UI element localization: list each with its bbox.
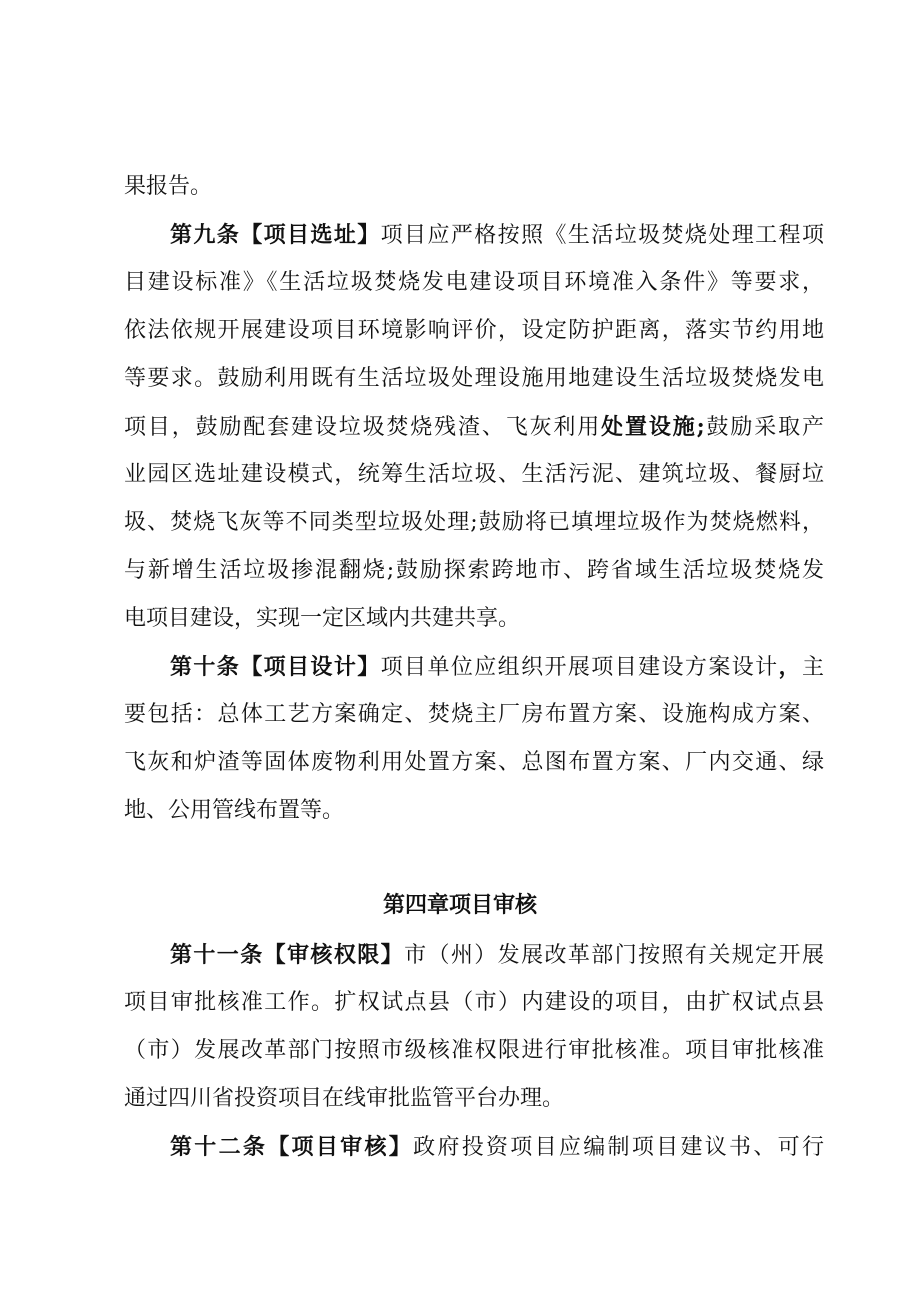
article-9-line-1	[170, 220, 824, 250]
article-9-title: 【项目选址】	[240, 222, 381, 248]
article-10-text-1-bold: ，	[778, 654, 802, 680]
chapter-4-heading: 第四章项目审核	[382, 892, 537, 918]
article-9-line-4	[124, 364, 824, 394]
article-9-line-8	[124, 556, 824, 586]
article-10-text-1a: 项目单位应组织开展项目建设方案设计	[380, 655, 779, 680]
article-9-line-9	[124, 604, 824, 634]
article-10-line-3	[124, 748, 824, 778]
article-11-line-3	[124, 1036, 824, 1066]
article-10-line-2	[124, 700, 824, 730]
article-12-text-1: 政府投资项目应编制项目建议书、可行	[413, 1135, 824, 1160]
article-10-text-3: 飞灰和炉渣等固体废物利用处置方案、总图布置方案、厂内交通、绿	[124, 750, 824, 775]
article-12-title: 【项目审核】	[267, 1134, 414, 1160]
article-11-title: 【审核权限】	[263, 942, 405, 968]
article-9-line-7	[124, 508, 824, 538]
article-9-line-3	[124, 316, 824, 346]
article-11-number: 第十一条	[170, 942, 264, 968]
article-10-line-4	[124, 796, 824, 826]
article-9-text-1: 项目应严格按照《生活垃圾焚烧处理工程项	[380, 223, 824, 248]
article-9-line-5	[124, 412, 824, 442]
article-11-line-2	[124, 988, 824, 1018]
article-11-line-4	[124, 1084, 824, 1114]
article-9-text-5a: 项目，鼓励配套建设垃圾焚烧残渣、飞灰利用	[124, 415, 602, 440]
article-10-title: 【项目设计】	[240, 654, 381, 680]
article-9-text-5c: 鼓励采取产	[704, 415, 824, 440]
article-12-number: 第十二条	[170, 1134, 268, 1160]
article-10-number: 第十条	[170, 654, 241, 680]
article-11-text-2: 项目审批核准工作。扩权试点县（市）内建设的项目，由扩权试点县	[124, 990, 824, 1015]
article-11-text-3: （市）发展改革部门按照市级核准权限进行审批核准。项目审批核准	[124, 1038, 824, 1063]
article-11-text-1: 市（州）发展改革部门按照有关规定开展	[404, 943, 824, 968]
article-9-line-6	[124, 460, 824, 490]
article-9-number: 第九条	[170, 222, 241, 248]
article-9-text-5-bold: 处置设施;	[601, 414, 705, 440]
article-8-tail-text: 果报告。	[124, 174, 213, 199]
article-11-line-1	[170, 940, 824, 970]
article-9-text-8: 与新增生活垃圾掺混翻烧;鼓励探索跨地市、跨省域生活垃圾焚烧发	[124, 558, 824, 583]
article-9-text-7: 圾、焚烧飞灰等不同类型垃圾处理;鼓励将已填埋垃圾作为焚烧燃料，	[124, 510, 824, 535]
article-9-text-2: 目建设标准》《生活垃圾焚烧发电建设项目环境准入条件》等要求，	[124, 270, 824, 295]
article-8-tail	[124, 172, 824, 202]
article-9-text-6: 业园区选址建设模式，统筹生活垃圾、生活污泥、建筑垃圾、餐厨垃	[124, 462, 824, 487]
article-10-line-1	[170, 652, 824, 682]
article-9-text-4: 等要求。鼓励利用既有生活垃圾处理设施用地建设生活垃圾焚烧发电	[124, 366, 824, 391]
article-9-line-2	[124, 268, 824, 298]
article-9-text-3: 依法依规开展建设项目环境影响评价，设定防护距离，落实节约用地	[124, 318, 824, 343]
article-12-line-1	[170, 1132, 824, 1162]
article-10-text-2: 要包括：总体工艺方案确定、焚烧主厂房布置方案、设施构成方案、	[124, 702, 824, 727]
article-11-text-4: 通过四川省投资项目在线审批监管平台办理。	[124, 1086, 565, 1111]
article-10-text-4: 地、公用管线布置等。	[124, 798, 345, 823]
article-9-text-9: 电项目建设，实现一定区域内共建共享。	[124, 606, 521, 631]
article-10-text-1c: 主	[801, 655, 824, 680]
